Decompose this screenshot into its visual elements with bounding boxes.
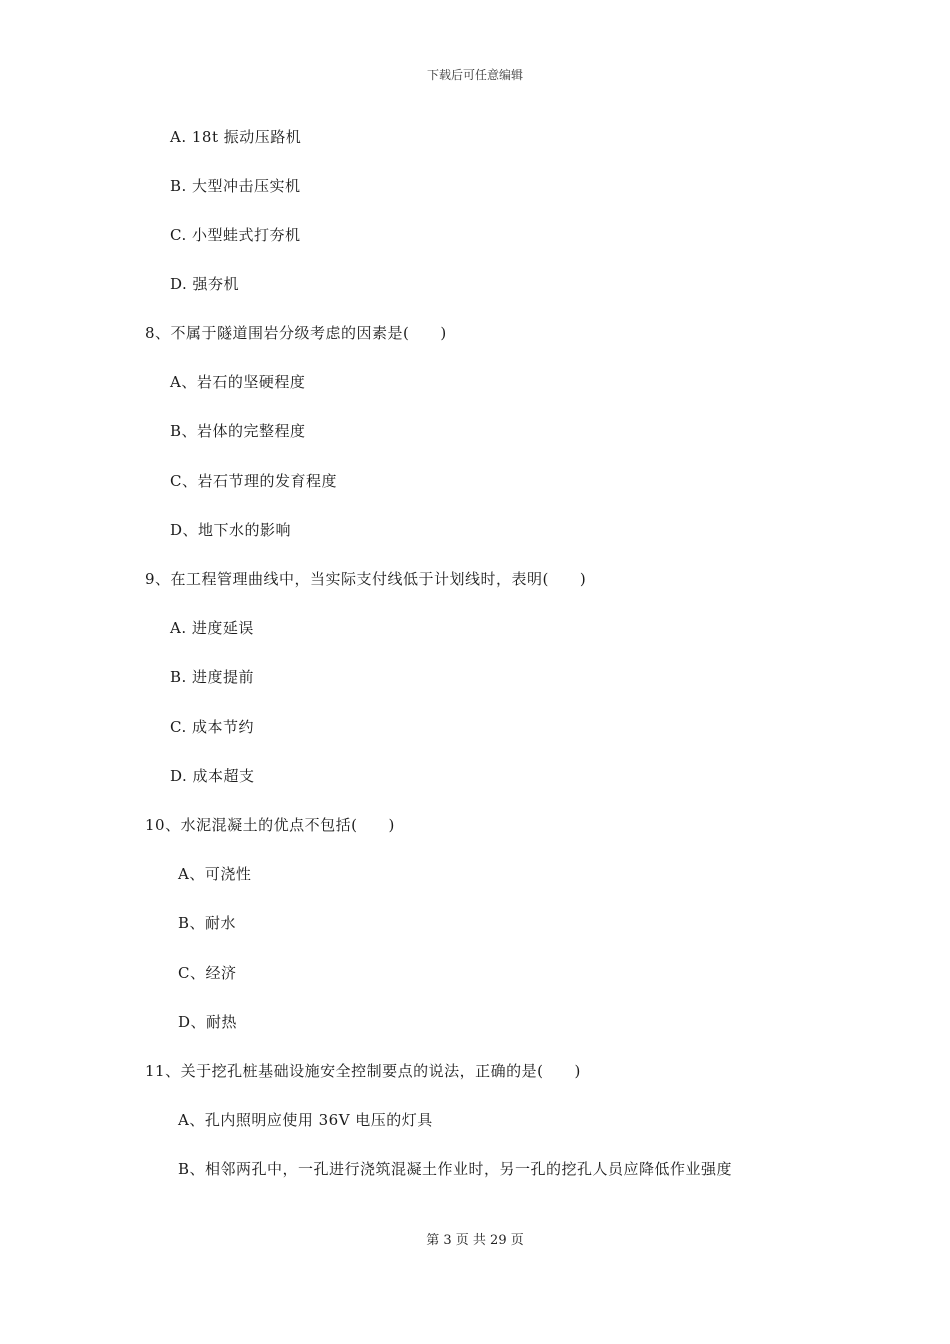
option-8a: A、岩石的坚硬程度 (170, 373, 306, 391)
question-9: 9、在工程管理曲线中，当实际支付线低于计划线时，表明( ) (145, 570, 587, 588)
option-9d: D. 成本超支 (170, 767, 255, 785)
option-10d: D、耐热 (178, 1013, 238, 1031)
option-10a: A、可浇性 (178, 865, 252, 883)
option-11b: B、相邻两孔中，一孔进行浇筑混凝土作业时，另一孔的挖孔人员应降低作业强度 (178, 1160, 733, 1178)
option-7b: B. 大型冲击压实机 (170, 177, 301, 195)
page-header: 下载后可任意编辑 (426, 68, 523, 82)
question-8: 8、不属于隧道围岩分级考虑的因素是( ) (145, 324, 447, 342)
option-8d: D、地下水的影响 (170, 521, 292, 539)
option-9c: C. 成本节约 (170, 718, 254, 736)
option-11a: A、孔内照明应使用 36V 电压的灯具 (178, 1111, 433, 1129)
option-8c: C、岩石节理的发育程度 (170, 472, 337, 490)
page-footer: 第 3 页 共 29 页 (426, 1233, 524, 1248)
question-10: 10、水泥混凝土的优点不包括( ) (145, 816, 395, 834)
option-7c: C. 小型蛙式打夯机 (170, 226, 301, 244)
option-7a: A. 18t 振动压路机 (170, 128, 302, 146)
option-9b: B. 进度提前 (170, 668, 255, 686)
question-11: 11、关于挖孔桩基础设施安全控制要点的说法，正确的是( ) (145, 1062, 581, 1080)
option-10c: C、经济 (178, 964, 237, 982)
option-8b: B、岩体的完整程度 (170, 422, 306, 440)
option-10b: B、耐水 (178, 914, 237, 932)
option-7d: D. 强夯机 (170, 275, 240, 293)
option-9a: A. 进度延误 (170, 619, 254, 637)
